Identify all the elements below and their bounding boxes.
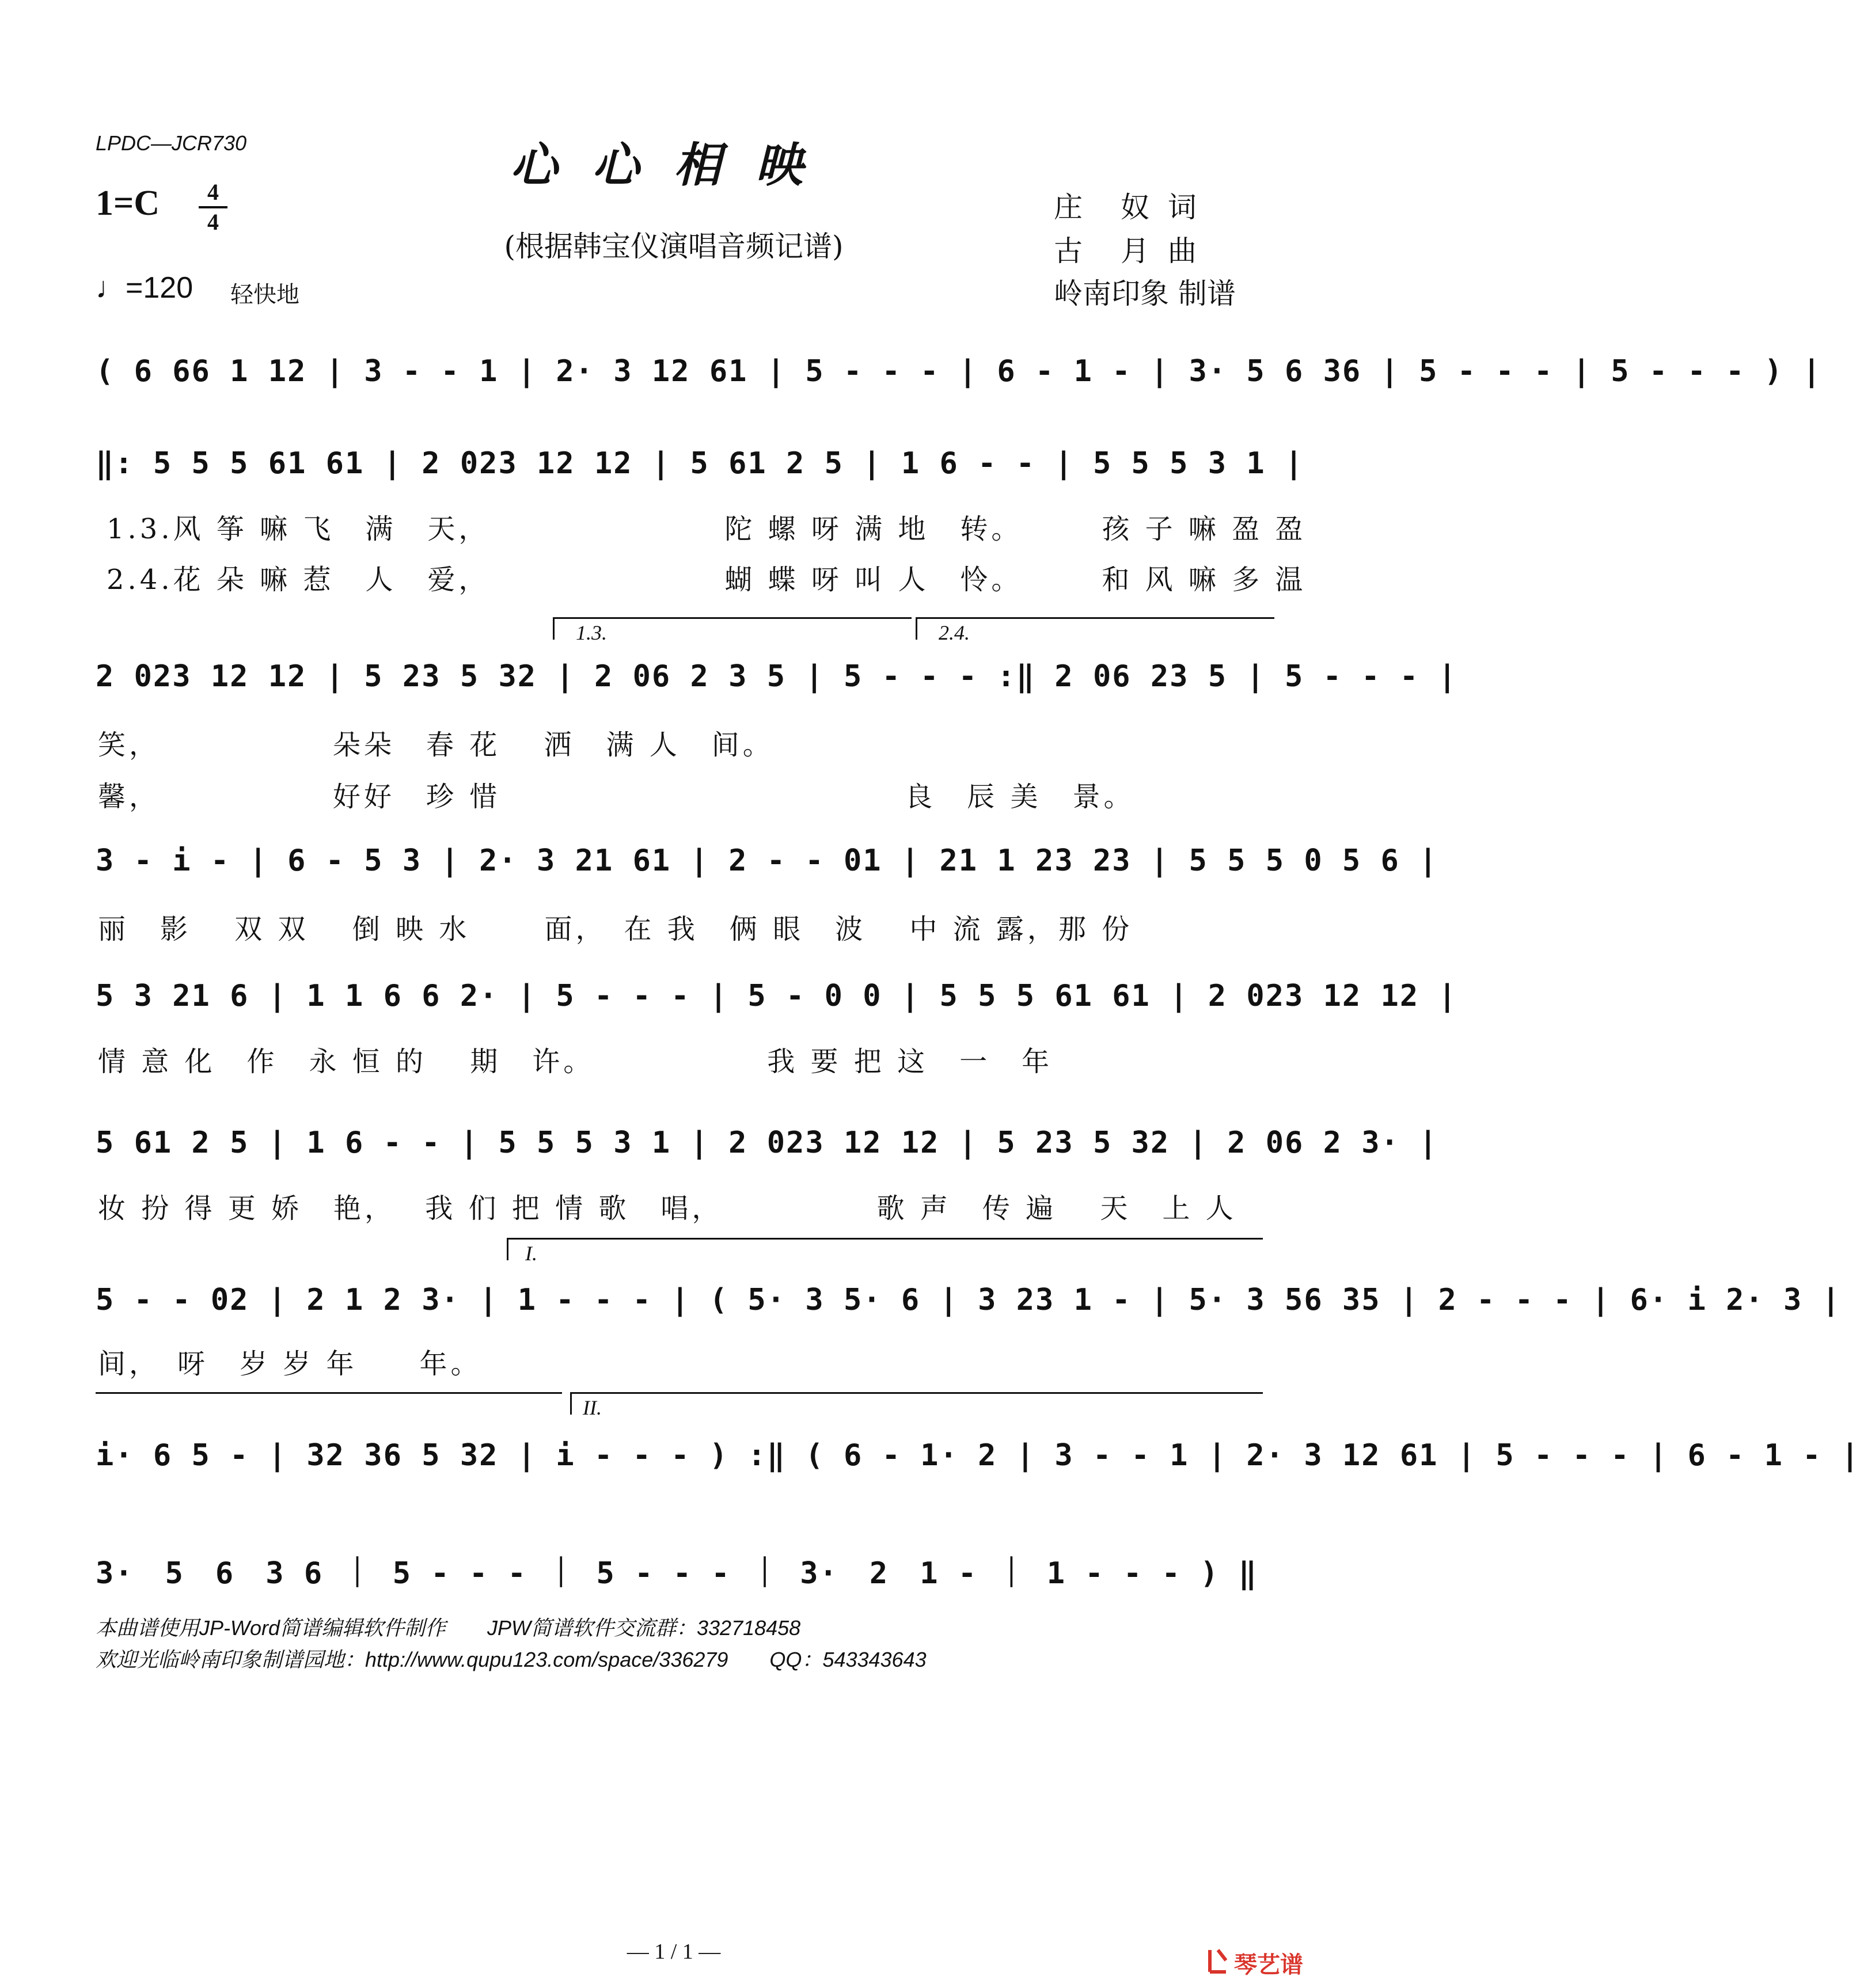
score-code: LPDC—JCR730: [96, 131, 247, 155]
song-title: 心心相映: [510, 138, 837, 193]
tempo-marking: ♩=120: [96, 271, 193, 305]
lyricist-credit: 庄 奴 词: [1054, 191, 1201, 224]
score-row-4: 3 - i - | 6 - 5 3 | 2· 3 21 61 | 2 - - 01 | 21 1 23 23 | 5 5 5 0 5 6 |: [96, 843, 1438, 878]
meter-top: 4: [207, 179, 219, 205]
score-row-3: 2 023 12 12 | 5 23 5 32 | 2 06 2 3 5 | 5 - - - :‖ 2 06 23 5 | 5 - - - |: [96, 659, 1457, 694]
arranger-credit: 岭南印象 制谱: [1054, 277, 1236, 310]
score-row-2: ‖: 5 5 5 61 61 | 2 023 12 12 | 5 61 2 5 | 1 6 - - | 5 5 5 3 1 |: [96, 446, 1304, 481]
lyrics-row-6: 妆 扮 得 更 娇 艳， 我 们 把 情 歌 唱， 歌 声 传 遍 天 上 人: [98, 1192, 1237, 1225]
lyrics-row-3-verse-a: 笑， 朵朵 春 花 洒 满 人 间。: [98, 729, 774, 761]
site-logo: [1206, 1943, 1322, 1978]
page-number: — 1 / 1 —: [627, 1940, 721, 1964]
volta-label-2: 2.4.: [939, 621, 970, 644]
volta-label-4: II.: [583, 1396, 602, 1419]
expression-marking: 轻快地: [230, 282, 299, 308]
lyrics-row-5: 情 意 化 作 永 恒 的 期 许。 我 要 把 这 一 年: [98, 1046, 1053, 1078]
volta-bracket-4: [570, 1392, 1263, 1415]
lyrics-row-4: 丽 影 双 双 倒 映 水 面， 在 我 俩 眼 波 中 流 露，那 份: [98, 913, 1133, 945]
composer-credit: 古 月 曲: [1054, 234, 1201, 268]
volta-label-1: 1.3.: [576, 621, 607, 644]
footer-software-note: 本曲谱使用JP-Word简谱编辑软件制作 JPW简谱软件交流群：332718458: [96, 1616, 801, 1640]
volta-bracket-3: [507, 1238, 1263, 1260]
score-row-5: 5 3 21 6 | 1 1 6 6 2· | 5 - - - | 5 - 0 0 | 5 5 5 61 61 | 2 023 12 12 |: [96, 979, 1457, 1013]
logo-text: 琴艺谱: [1234, 1952, 1303, 1978]
song-subtitle: (根据韩宝仪演唱音频记谱): [504, 230, 844, 263]
lyrics-row-7: 间， 呀 岁 岁 年 年。: [98, 1348, 482, 1380]
score-row-9: 3· 5 6 3 6 ｜ 5 - - - ｜ 5 - - - ｜ 3· 2 1 - ｜ 1 - - - ) ‖: [96, 1556, 1258, 1591]
score-row-6: 5 61 2 5 | 1 6 - - | 5 5 5 3 1 | 2 023 12 12 | 5 23 5 32 | 2 06 2 3· |: [96, 1126, 1438, 1160]
volta-label-3: I.: [525, 1242, 537, 1265]
time-signature: [199, 180, 227, 235]
key-signature: 1=C: [96, 184, 160, 223]
lyrics-row-2-verse-a: 1.3.风 筝 嘛 飞 满 天， 陀 螺 呀 满 地 转。 孩 子 嘛 盈 盈: [107, 513, 1307, 545]
score-row-1: ( 6 66 1 12 | 3 - - 1 | 2· 3 12 61 | 5 - - - | 6 - 1 - | 3· 5 6 36 | 5 - - - | 5 - - - ) |: [96, 354, 1822, 389]
footer-website-note: 欢迎光临岭南印象制谱园地：http://www.qupu123.com/space/336279 QQ：543343643: [96, 1648, 927, 1671]
score-row-8: i· 6 5 - | 32 36 5 32 | i - - - ) :‖ ( 6 - 1· 2 | 3 - - 1 | 2· 3 12 61 | 5 - - - | 6 - 1 - |: [96, 1438, 1860, 1473]
score-row-7: 5 - - 02 | 2 1 2 3· | 1 - - - | ( 5· 3 5· 6 | 3 23 1 - | 5· 3 56 35 | 2 - - - | 6· i 2· 3 |: [96, 1283, 1841, 1317]
lyrics-row-3-verse-b: 馨， 好好 珍 惜 良 辰 美 景。: [98, 781, 1135, 813]
lyrics-row-2-verse-b: 2.4.花 朵 嘛 惹 人 爱， 蝴 蝶 呀 叫 人 怜。 和 风 嘛 多 温: [107, 564, 1307, 596]
continuation-line: [96, 1392, 562, 1394]
meter-bottom: 4: [207, 209, 219, 235]
